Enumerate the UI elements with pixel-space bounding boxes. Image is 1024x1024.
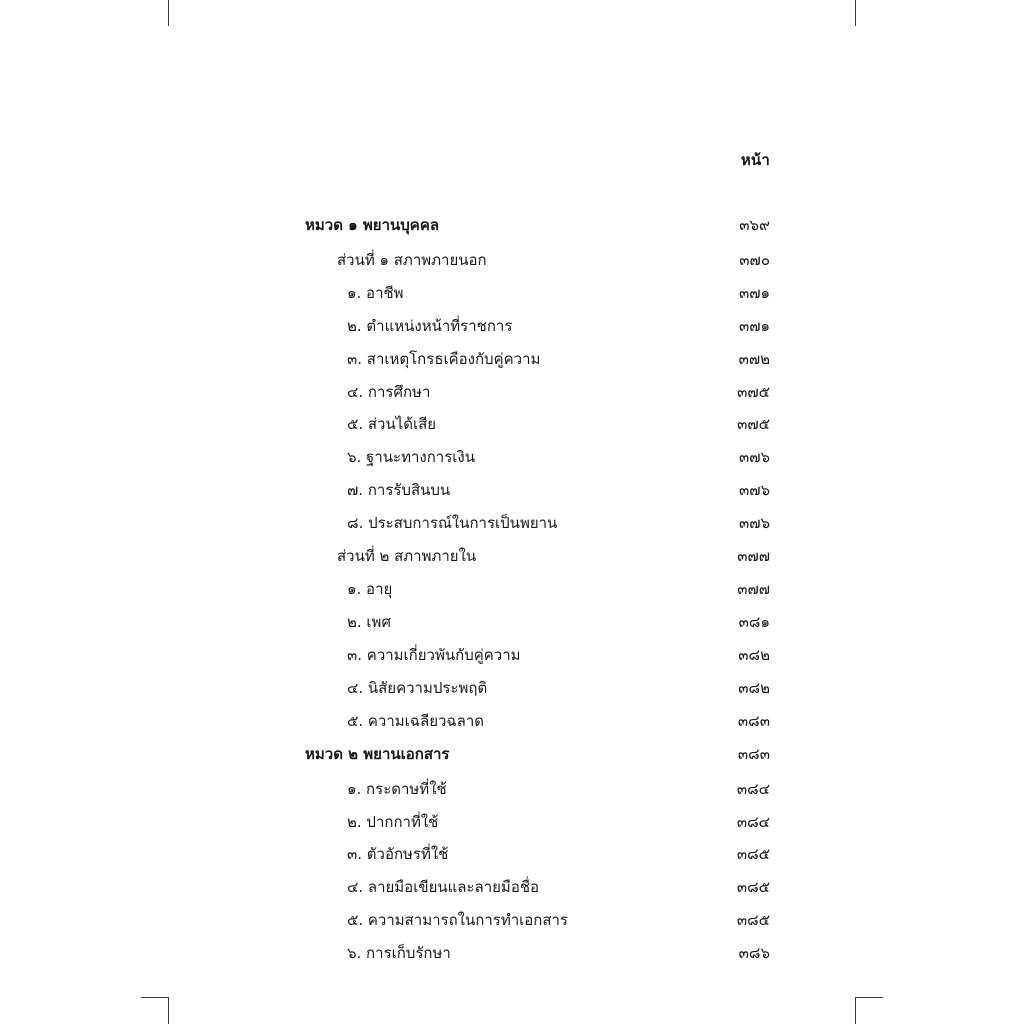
toc-entry-page-number: ๓๘๒: [738, 646, 770, 664]
toc-entry-label: ๒. ปากกาที่ใช้: [347, 812, 439, 831]
toc-entry[interactable]: [305, 514, 775, 533]
toc-entry-page-number: ๓๘๔: [736, 779, 770, 798]
toc-entry-label: ๖. การเก็บรักษา: [347, 944, 451, 963]
toc-entry[interactable]: [305, 878, 775, 897]
toc-entry[interactable]: [305, 350, 775, 369]
toc-entry-label: ๔. นิสัยความประพฤติ: [347, 678, 488, 697]
toc-entry-label: ๑. อาชีพ: [347, 283, 404, 302]
crop-mark-bottom-right-vertical: [855, 997, 856, 1024]
toc-entry[interactable]: [305, 646, 775, 665]
crop-mark-bottom-left-vertical: [168, 997, 169, 1024]
toc-entry-label: ๕. ความเฉลียวฉลาด: [347, 711, 484, 730]
toc-entry-label: ๑. กระดาษที่ใช้: [347, 779, 447, 798]
toc-entry[interactable]: [305, 481, 775, 500]
toc-entry-page-number: ๓๗๐: [739, 250, 770, 269]
toc-entry-label: หมวด ๒ พยานเอกสาร: [305, 744, 450, 763]
toc-entry[interactable]: [305, 813, 775, 832]
toc-entry-label: ๓. ความเกี่ยวพันกับคู่ความ: [347, 646, 521, 664]
toc-entry-label: ๘. ประสบการณ์ในการเป็นพยาน: [347, 514, 558, 533]
toc-entry-page-number: ๓๘๕: [736, 911, 770, 930]
toc-entry-label: ๓. สาเหตุโกรธเคืองกับคู่ความ: [347, 349, 541, 368]
toc-entry-label: ๒. ตำแหน่งหน้าที่ราชการ: [347, 316, 513, 335]
toc-entry-label: ๕. ความสามารถในการทำเอกสาร: [347, 911, 568, 930]
toc-entry-page-number: ๓๘๕: [736, 845, 770, 864]
toc-header: [305, 148, 775, 172]
crop-mark-bottom-right-horizontal: [855, 997, 883, 998]
toc-entry-label: ๑. อายุ: [347, 580, 393, 599]
toc-entry[interactable]: [305, 911, 775, 930]
toc-entry-list: [305, 216, 775, 963]
toc-entry[interactable]: [305, 780, 775, 799]
toc-entry[interactable]: [305, 251, 775, 270]
toc-entry-label: ๕. ส่วนได้เสีย: [347, 415, 437, 434]
toc-entry-label: ๓. ตัวอักษรที่ใช้: [347, 845, 449, 864]
toc-entry-page-number: ๓๗๖: [738, 448, 770, 467]
toc-entry[interactable]: [305, 845, 775, 864]
toc-entry[interactable]: [305, 216, 775, 235]
toc-entry-page-number: ๓๗๕: [737, 415, 770, 434]
toc-entry-page-number: ๓๗๖: [738, 481, 770, 500]
toc-entry-page-number: ๓๗๖: [738, 514, 770, 533]
toc-entry-page-number: ๓๘๓: [737, 711, 770, 730]
toc-entry-label: หมวด ๑ พยานบุคคล: [305, 216, 440, 234]
toc-entry-label: ๔. ลายมือเขียนและลายมือชื่อ: [347, 878, 540, 897]
toc-entry-page-number: ๓๗๕: [737, 382, 770, 401]
toc-entry-label: ๖. ฐานะทางการเงิน: [347, 448, 475, 467]
crop-mark-bottom-left-horizontal: [141, 997, 169, 998]
toc-entry-page-number: ๓๗๑: [738, 283, 770, 302]
toc-entry-page-number: ๓๘๑: [738, 613, 770, 632]
page-column-header: หน้า: [740, 151, 770, 169]
toc-entry[interactable]: [305, 944, 775, 963]
toc-entry-page-number: ๓๘๕: [736, 878, 770, 897]
toc-entry[interactable]: [305, 679, 775, 698]
toc-entry-label: ๗. การรับสินบน: [347, 481, 451, 500]
toc-entry[interactable]: [305, 745, 775, 764]
toc-entry-page-number: ๓๗๒: [738, 349, 770, 368]
crop-mark-top-right: [855, 0, 856, 26]
toc-entry-label: ส่วนที่ ๑ สภาพภายนอก: [337, 250, 487, 269]
toc-entry[interactable]: [305, 448, 775, 467]
toc-entry-page-number: ๓๗๗: [737, 547, 770, 566]
toc-entry-page-number: ๓๘๓: [737, 744, 770, 763]
toc-entry-label: ๒. เพศ: [347, 613, 391, 632]
toc-entry-page-number: ๓๖๙: [739, 216, 770, 234]
toc-entry[interactable]: [305, 284, 775, 303]
toc-entry[interactable]: [305, 383, 775, 402]
toc-entry-page-number: ๓๗๑: [738, 316, 770, 335]
toc-entry[interactable]: [305, 613, 775, 632]
toc-entry-page-number: ๓๗๗: [737, 580, 770, 599]
toc-entry[interactable]: [305, 712, 775, 731]
toc-entry[interactable]: [305, 317, 775, 336]
crop-mark-top-left: [168, 0, 169, 26]
toc-entry-label: ๔. การศึกษา: [347, 382, 431, 401]
toc-entry[interactable]: [305, 580, 775, 599]
toc-entry-label: ส่วนที่ ๒ สภาพภายใน: [337, 547, 477, 566]
toc-entry[interactable]: [305, 415, 775, 434]
toc-entry[interactable]: [305, 547, 775, 566]
toc-entry-page-number: ๓๘๔: [736, 812, 770, 831]
table-of-contents: [305, 148, 775, 977]
toc-entry-page-number: ๓๘๒: [738, 678, 770, 697]
toc-entry-page-number: ๓๘๖: [738, 944, 770, 963]
